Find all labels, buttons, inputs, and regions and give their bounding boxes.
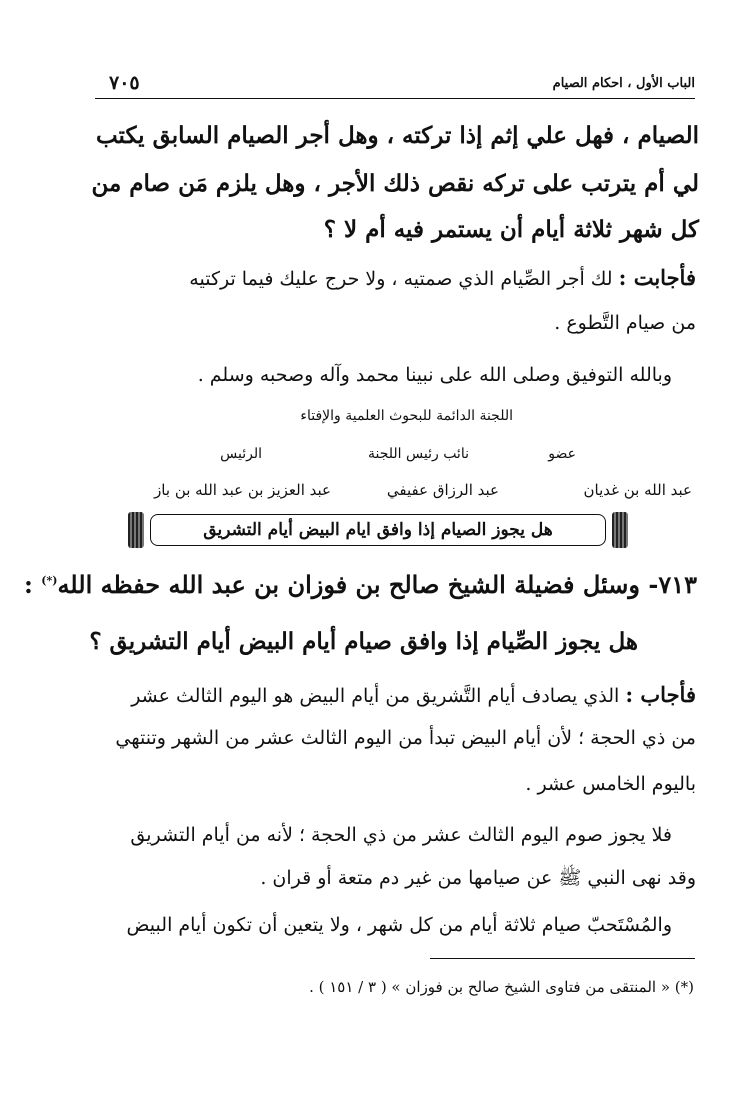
member-name-member: عبد الله بن غديان <box>583 481 692 499</box>
member-name-deputy: عبد الرزاق عفيفي <box>386 481 499 499</box>
answer1-text-1: لك أجر الصِّيام الذي صمتيه ، ولا حرج عليك فيما تركتيه <box>189 268 613 290</box>
member-name-chairman: عبد العزيز بن عبد الله بن باز <box>154 481 331 499</box>
footnote-marker: (*) <box>41 574 58 587</box>
answer2-line-3: باليوم الخامس عشر . <box>525 773 696 795</box>
footnote: (*) « المنتقى من فتاوى الشيخ صالح بن فوزان » ( ٣ / ١٥١ ) . <box>309 978 694 996</box>
question2-intro: وسئل فضيلة الشيخ صالح بن فوزان بن عبد الله حفظه الله <box>57 570 640 599</box>
question-line-2: لي أم يترتب على تركه نقص ذلك الأجر ، وهل يلزم مَن صام من <box>91 170 699 197</box>
answer1-line-1 <box>56 265 696 290</box>
page-number: ٧٠٥ <box>109 72 140 94</box>
question-number: ٧١٣- <box>648 570 697 599</box>
answer2-label: فأجاب : <box>625 682 696 707</box>
member-role-chairman: الرئيس <box>220 446 262 462</box>
paragraph2-line-2: وقد نهى النبي ﷺ عن صيامها من غير دم متعة أو قران . <box>260 867 696 889</box>
running-header <box>95 72 695 96</box>
question2-colon: : <box>24 570 33 599</box>
paragraph3-line-1: والمُسْتَحبّ صيام ثلاثة أيام من كل شهر ، ولا يتعين أن تكون أيام البيض <box>126 914 672 936</box>
question-line-3: كل شهر ثلاثة أيام أن يستمر فيه أم لا ؟ <box>323 216 699 243</box>
answer2-text-1: الذي يصادف أيام التَّشريق من أيام البيض هو اليوم الثالث عشر <box>131 685 620 707</box>
answer1-line-2: من صيام التَّطوع . <box>554 312 696 334</box>
banner-cap-right <box>612 512 628 548</box>
answer2-line-2: من ذي الحجة ؛ لأن أيام البيض تبدأ من اليوم الثالث عشر من الشهر وتنتهي <box>115 727 696 749</box>
question2-text: هل يجوز الصِّيام إذا وافق صيام أيام البيض أيام التشريق ؟ <box>89 628 638 655</box>
footnote-divider <box>430 958 695 959</box>
question-line-1: الصيام ، فهل علي إثم إذا تركته ، وهل أجر الصيام السابق يكتب <box>95 122 699 149</box>
member-role-member: عضو <box>548 446 576 462</box>
header-divider <box>95 98 695 99</box>
answer1-label: فأجابت : <box>618 265 696 290</box>
section-banner <box>128 512 628 548</box>
question2-heading <box>24 570 697 599</box>
header-title: الباب الأول ، احكام الصيام <box>552 76 695 91</box>
member-role-deputy: نائب رئيس اللجنة <box>368 446 469 462</box>
banner-cap-left <box>128 512 144 548</box>
paragraph2-line-1: فلا يجوز صوم اليوم الثالث عشر من ذي الحجة ؛ لأنه من أيام التشريق <box>130 824 672 846</box>
committee-name: اللجنة الدائمة للبحوث العلمية والإفتاء <box>300 408 513 424</box>
closing-line: وبالله التوفيق وصلى الله على نبينا محمد وآله وصحبه وسلم . <box>197 364 672 386</box>
banner-title: هل يجوز الصيام إذا وافق ايام البيض أيام التشريق <box>150 514 606 546</box>
answer2-line-1 <box>56 682 696 707</box>
